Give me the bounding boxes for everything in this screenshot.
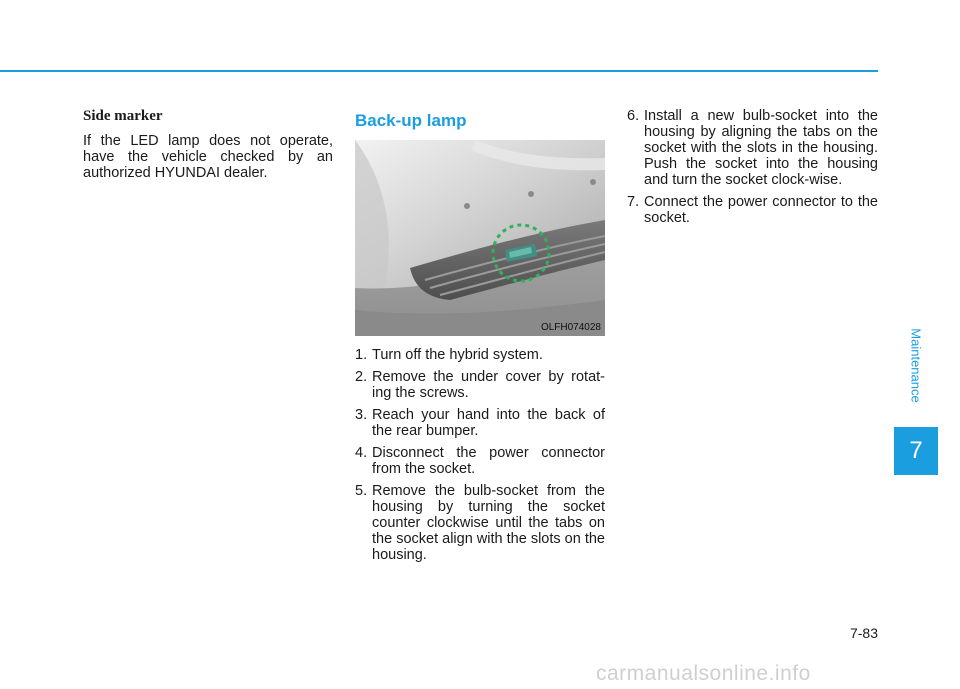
rear-bumper-illustration [355, 140, 605, 336]
step-item [355, 369, 605, 401]
figure-code: OLFH074028 [540, 322, 601, 333]
step-text: Remove the bulb-socket from the housing by turning the socket counter clockwise until the tabs on the socket align with the slots on the housing. [372, 483, 605, 563]
step-number: 5. [355, 483, 368, 499]
step-item [355, 483, 605, 563]
backup-lamp-heading: Back-up lamp [355, 111, 467, 130]
side-marker-heading: Side marker [83, 108, 163, 124]
step-text: Reach your hand into the back of the rear bumper. [372, 407, 605, 439]
step-item [627, 194, 878, 226]
top-rule [0, 70, 878, 72]
step-number: 4. [355, 445, 368, 461]
middle-column [355, 108, 605, 569]
chapter-number-box[interactable] [894, 427, 938, 475]
page-number: 7-83 [849, 625, 878, 641]
step-text: Connect the power connector to the socket. [644, 194, 878, 226]
chapter-number: 7 [909, 437, 923, 464]
step-number: 7. [627, 194, 640, 210]
step-text: Disconnect the power connector from the socket. [372, 445, 605, 477]
right-column [627, 108, 878, 232]
step-number: 1. [355, 347, 368, 363]
side-marker-paragraph: If the LED lamp does not operate, have the vehicle checked by an authorized HYUNDAI dealer. [83, 133, 333, 181]
step-item [355, 445, 605, 477]
watermark: carmanualsonline.info [596, 662, 811, 685]
left-column [83, 108, 333, 181]
step-text: Install a new bulb-socket into the housing by aligning the tabs on the socket with the slots in the housing. Push the socket into the housing and turn the socket clock-wise. [644, 108, 878, 188]
step-number: 3. [355, 407, 368, 423]
step-text: Turn off the hybrid system. [372, 347, 543, 363]
step-item [627, 108, 878, 188]
step-number: 2. [355, 369, 368, 385]
step-item [355, 407, 605, 439]
chapter-side-tab[interactable] [894, 303, 938, 427]
backup-lamp-figure [355, 140, 605, 336]
step-number: 6. [627, 108, 640, 124]
step-text: Remove the under cover by rotat-ing the screws. [372, 369, 605, 401]
steps-list-1 [355, 347, 605, 563]
chapter-label: Maintenance [908, 327, 924, 403]
step-item [355, 347, 605, 363]
steps-list-2 [627, 108, 878, 226]
